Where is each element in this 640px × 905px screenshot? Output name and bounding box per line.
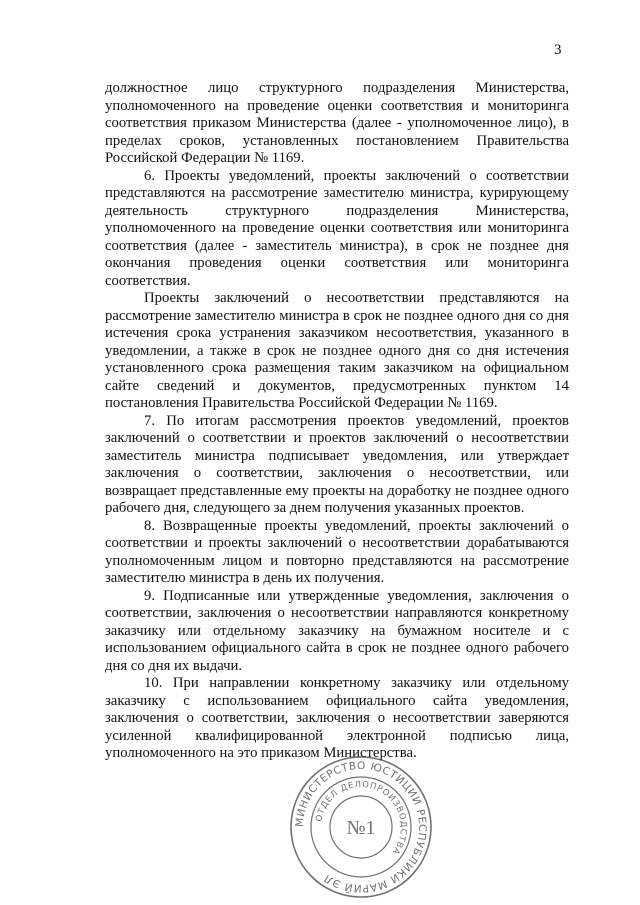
office-seal-stamp bbox=[286, 752, 436, 902]
page-number: 3 bbox=[554, 42, 562, 58]
paragraph-item-10: 10. При направлении конкретному заказчику или отдельному заказчику с использованием официального сайта уведомления, заключения о соответствии, заключения о несоответствии заверяются усиленной квалифицированной электронной подписью лица, уполномоченного на это приказом Министерства. bbox=[105, 675, 569, 761]
paragraph-continuation: должностное лицо структурного подразделения Министерства, уполномоченного на проведение оценки соответствия и мониторинга соответствия приказом Министерства (далее - уполномоченное лицо), в пределах сроков, установленных постановлением Правительства Российской Федерации № 1169. bbox=[105, 80, 569, 166]
paragraph-item-9: 9. Подписанные или утвержденные уведомления, заключения о соответствии, заключения о несоответствии направляются конкретному заказчику или отдельному заказчику на бумажном носителе и с использованием официального сайта в срок не позднее одного рабочего дня со дня их выдачи. bbox=[105, 587, 569, 674]
paragraph-item-6-continued: Проекты заключений о несоответствии представляются на рассмотрение заместителю министра в срок не позднее одного дня со дня истечения срока устранения заказчиком несоответствия, указанного в уведомлении, а также в срок не позднее одного дня со дня истечения установленного срока размещения таким заказчиком на официальном сайте сведений и документов, предусмотренных пунктом 14 постановления Правительства Российской Федерации № 1169. bbox=[105, 290, 569, 411]
paragraph-item-8: 8. Возвращенные проекты уведомлений, проекты заключений о соответствии и проекты заключений о несоответствии дорабатываются уполномоченным лицом и повторно представляются на рассмотрение заместителю министра в день их получения. bbox=[105, 517, 569, 586]
document-body bbox=[105, 80, 569, 763]
stamp-outer-text: МИНИСТЕРСТВО ЮСТИЦИИ РЕСПУБЛИКИ МАРИЙ ЭЛ bbox=[293, 759, 429, 895]
paragraph-item-6: 6. Проекты уведомлений, проекты заключений о соответствии представляются на рассмотрение заместителю министра, курирующему деятельность структурного подразделения Министерства, уполномоченного на проведение оценки соответствия или мониторинга соответствия (далее - заместитель министра), в срок не позднее дня окончания проведения оценки соответствия или мониторинга соответствия. bbox=[105, 167, 569, 289]
paragraph-item-7: 7. По итогам рассмотрения проектов уведомлений, проектов заключений о соответствии и проектов заключений о несоответствии заместитель министра подписывает уведомления, или утверждает заключения о соответствии, заключения о несоответствии, или возвращает представленные ему проекты на доработку не позднее одного рабочего дня, следующего за днем получения указанных проектов. bbox=[105, 412, 569, 516]
stamp-inner-text: ОТДЕЛ ДЕЛОПРОИЗВОДСТВА bbox=[314, 779, 409, 857]
stamp-center-number: №1 bbox=[346, 817, 376, 839]
